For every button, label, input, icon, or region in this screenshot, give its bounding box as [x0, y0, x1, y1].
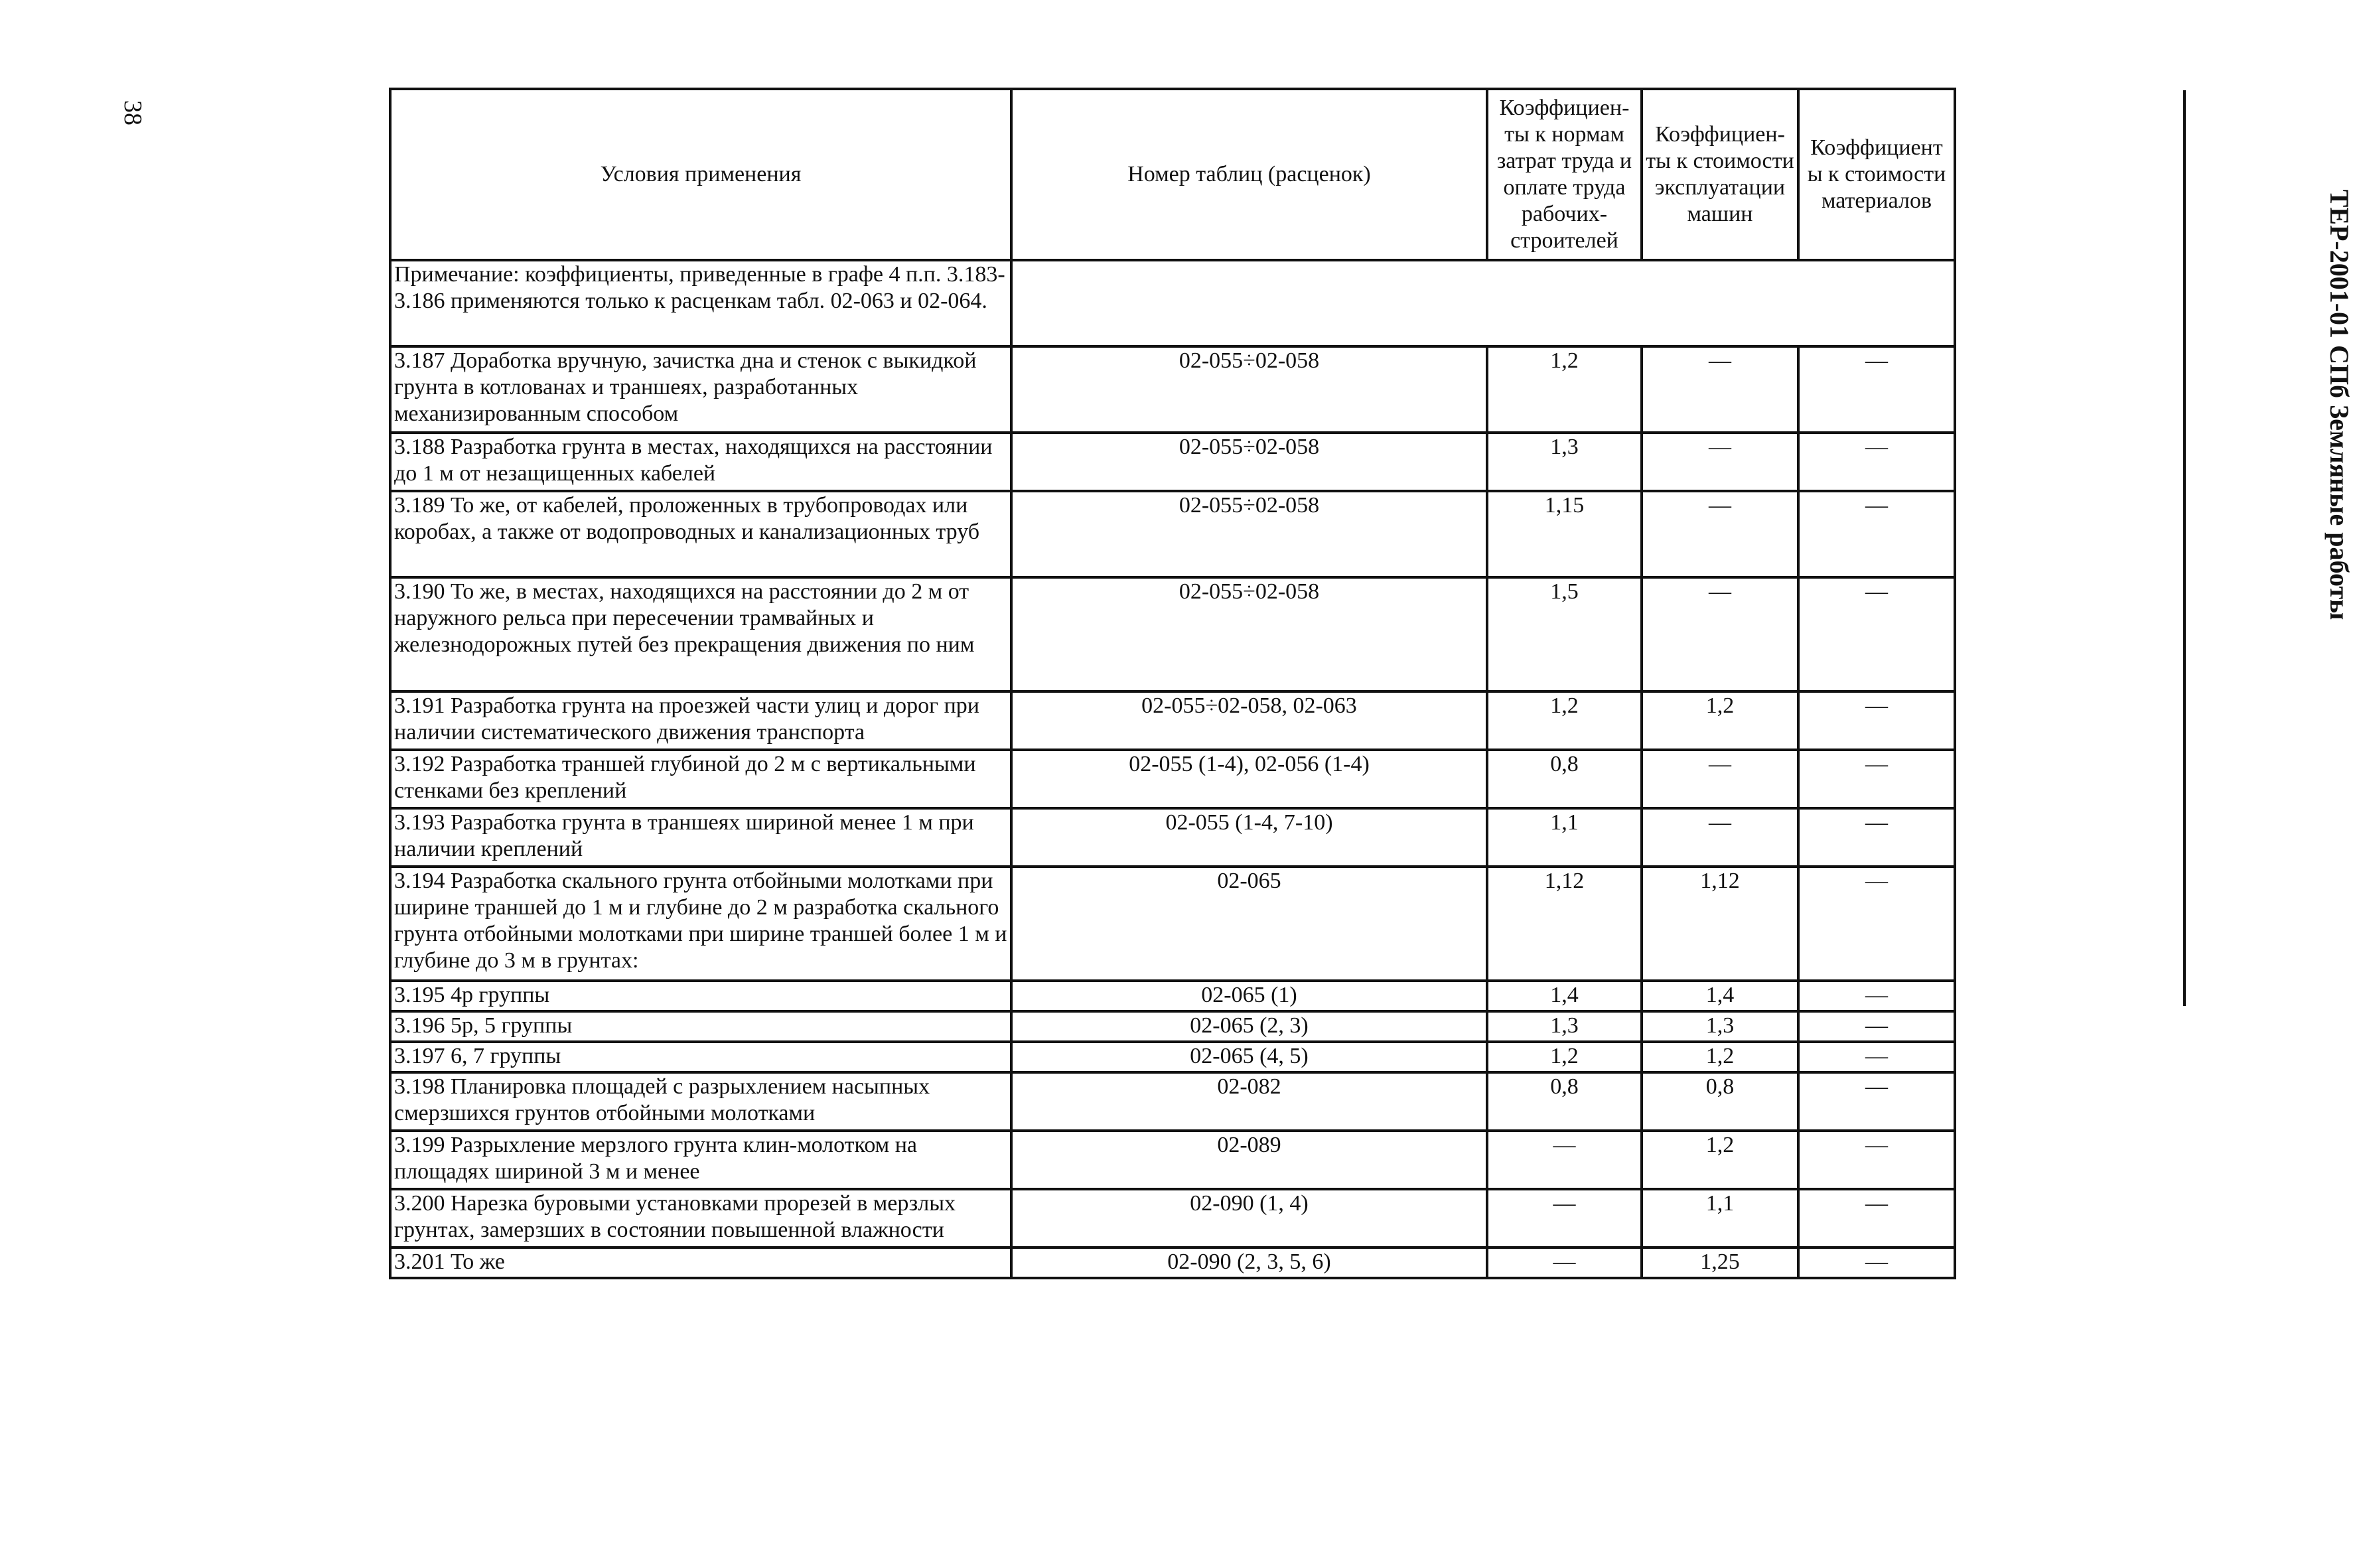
machine-coef-cell: 1,4 [1642, 981, 1798, 1011]
machine-coef-cell: 1,3 [1642, 1011, 1798, 1042]
note-blank-cell [1011, 260, 1955, 346]
labor-coef-cell: 1,1 [1487, 808, 1642, 867]
condition-cell: 3.192 Разработка траншей глубиной до 2 м с вертикальными стенками без креплений [390, 750, 1011, 808]
header-machine-coef: Коэффициен-ты к стоимости эксплуатации машин [1642, 89, 1798, 260]
table-number-cell: 02-090 (1, 4) [1011, 1189, 1487, 1247]
machine-coef-cell: 0,8 [1642, 1072, 1798, 1131]
labor-coef-cell: 0,8 [1487, 750, 1642, 808]
labor-coef-cell: 1,15 [1487, 491, 1642, 577]
header-conditions: Условия применения [390, 89, 1011, 260]
machine-coef-cell: — [1642, 577, 1798, 691]
labor-coef-cell: 1,3 [1487, 1011, 1642, 1042]
condition-cell: 3.189 То же, от кабелей, проложенных в трубопроводах или коробах, а также от водопроводных и канализационных труб [390, 491, 1011, 577]
material-coef-cell: — [1798, 433, 1955, 491]
labor-coef-cell: 1,12 [1487, 867, 1642, 981]
running-head-rule [2183, 90, 2186, 1006]
header-labor-coef: Коэффициен-ты к нормам затрат труда и оплате труда рабочих-строителей [1487, 89, 1642, 260]
labor-coef-cell: — [1487, 1131, 1642, 1189]
table-number-cell: 02-065 (2, 3) [1011, 1011, 1487, 1042]
material-coef-cell: — [1798, 1011, 1955, 1042]
material-coef-cell: — [1798, 1247, 1955, 1278]
condition-cell: 3.188 Разработка грунта в местах, находящихся на расстоянии до 1 м от незащищенных кабелей [390, 433, 1011, 491]
condition-cell: 3.198 Планировка площадей с разрыхлением насыпных смерзшихся грунтов отбойными молотками [390, 1072, 1011, 1131]
material-coef-cell: — [1798, 867, 1955, 981]
material-coef-cell: — [1798, 346, 1955, 433]
header-table-numbers: Номер таблиц (расценок) [1011, 89, 1487, 260]
labor-coef-cell: 1,4 [1487, 981, 1642, 1011]
table-row [390, 1072, 1955, 1131]
table-body [390, 346, 1955, 1278]
machine-coef-cell: 1,2 [1642, 691, 1798, 750]
table-number-cell: 02-055÷02-058 [1011, 491, 1487, 577]
material-coef-cell: — [1798, 1189, 1955, 1247]
material-coef-cell: — [1798, 1072, 1955, 1131]
table-number-cell: 02-065 [1011, 867, 1487, 981]
labor-coef-cell: — [1487, 1189, 1642, 1247]
table-row [390, 1247, 1955, 1278]
material-coef-cell: — [1798, 750, 1955, 808]
machine-coef-cell: — [1642, 433, 1798, 491]
labor-coef-cell: 1,2 [1487, 691, 1642, 750]
condition-cell: 3.194 Разработка скального грунта отбойными молотками при ширине траншей до 1 м и глубине до 2 м разработка скального грунта отбойными молотками при ширине траншей более 1 м и глубине до 3 м в грунтах: [390, 867, 1011, 981]
condition-cell: 3.191 Разработка грунта на проезжей части улиц и дорог при наличии систематического движения транспорта [390, 691, 1011, 750]
material-coef-cell: — [1798, 1131, 1955, 1189]
material-coef-cell: — [1798, 491, 1955, 577]
table-row [390, 1131, 1955, 1189]
table-row [390, 750, 1955, 808]
table-number-cell: 02-055÷02-058 [1011, 346, 1487, 433]
table-row [390, 1189, 1955, 1247]
table-number-cell: 02-055÷02-058 [1011, 577, 1487, 691]
labor-coef-cell: 1,3 [1487, 433, 1642, 491]
table-row [390, 346, 1955, 433]
machine-coef-cell: 1,12 [1642, 867, 1798, 981]
table-number-cell: 02-065 (4, 5) [1011, 1042, 1487, 1072]
labor-coef-cell: 1,2 [1487, 346, 1642, 433]
machine-coef-cell: 1,1 [1642, 1189, 1798, 1247]
table-number-cell: 02-055÷02-058 [1011, 433, 1487, 491]
running-head: ТЕР-2001-01 СПб Земляные работы [2324, 189, 2354, 620]
labor-coef-cell: 1,5 [1487, 577, 1642, 691]
table-number-cell: 02-089 [1011, 1131, 1487, 1189]
table-row [390, 1011, 1955, 1042]
table-row [390, 1042, 1955, 1072]
condition-cell: 3.197 6, 7 группы [390, 1042, 1011, 1072]
material-coef-cell: — [1798, 981, 1955, 1011]
material-coef-cell: — [1798, 577, 1955, 691]
page-number: 38 [119, 100, 147, 125]
condition-cell: 3.201 То же [390, 1247, 1011, 1278]
material-coef-cell: — [1798, 808, 1955, 867]
header-material-coef: Коэффициент ы к стоимости материалов [1798, 89, 1955, 260]
labor-coef-cell: — [1487, 1247, 1642, 1278]
machine-coef-cell: — [1642, 491, 1798, 577]
condition-cell: 3.199 Разрыхление мерзлого грунта клин-молотком на площадях шириной 3 м и менее [390, 1131, 1011, 1189]
table-row [390, 433, 1955, 491]
machine-coef-cell: — [1642, 346, 1798, 433]
machine-coef-cell: — [1642, 750, 1798, 808]
table-number-cell: 02-055 (1-4), 02-056 (1-4) [1011, 750, 1487, 808]
table-number-cell: 02-082 [1011, 1072, 1487, 1131]
machine-coef-cell: 1,2 [1642, 1131, 1798, 1189]
table-row [390, 491, 1955, 577]
note-text: Примечание: коэффициенты, приведенные в графе 4 п.п. 3.183-3.186 применяются только к расценкам табл. 02-063 и 02-064. [390, 260, 1011, 346]
table-row [390, 981, 1955, 1011]
table-row [390, 691, 1955, 750]
machine-coef-cell: — [1642, 808, 1798, 867]
table-row [390, 808, 1955, 867]
condition-cell: 3.193 Разработка грунта в траншеях шириной менее 1 м при наличии креплений [390, 808, 1011, 867]
table-number-cell: 02-065 (1) [1011, 981, 1487, 1011]
machine-coef-cell: 1,2 [1642, 1042, 1798, 1072]
condition-cell: 3.200 Нарезка буровыми установками прорезей в мерзлых грунтах, замерзших в состоянии повышенной влажности [390, 1189, 1011, 1247]
coefficients-table [389, 88, 1956, 1279]
condition-cell: 3.195 4р группы [390, 981, 1011, 1011]
condition-cell: 3.187 Доработка вручную, зачистка дна и стенок с выкидкой грунта в котлованах и траншеях, разработанных механизированным способом [390, 346, 1011, 433]
material-coef-cell: — [1798, 691, 1955, 750]
machine-coef-cell: 1,25 [1642, 1247, 1798, 1278]
table-number-cell: 02-055÷02-058, 02-063 [1011, 691, 1487, 750]
labor-coef-cell: 1,2 [1487, 1042, 1642, 1072]
condition-cell: 3.196 5р, 5 группы [390, 1011, 1011, 1042]
table-number-cell: 02-055 (1-4, 7-10) [1011, 808, 1487, 867]
table-row [390, 577, 1955, 691]
condition-cell: 3.190 То же, в местах, находящихся на расстоянии до 2 м от наружного рельса при пересечении трамвайных и железнодорожных путей без прекращения движения по ним [390, 577, 1011, 691]
table-row [390, 867, 1955, 981]
material-coef-cell: — [1798, 1042, 1955, 1072]
labor-coef-cell: 0,8 [1487, 1072, 1642, 1131]
table-header-row [390, 89, 1955, 260]
note-row [390, 260, 1955, 346]
table-number-cell: 02-090 (2, 3, 5, 6) [1011, 1247, 1487, 1278]
